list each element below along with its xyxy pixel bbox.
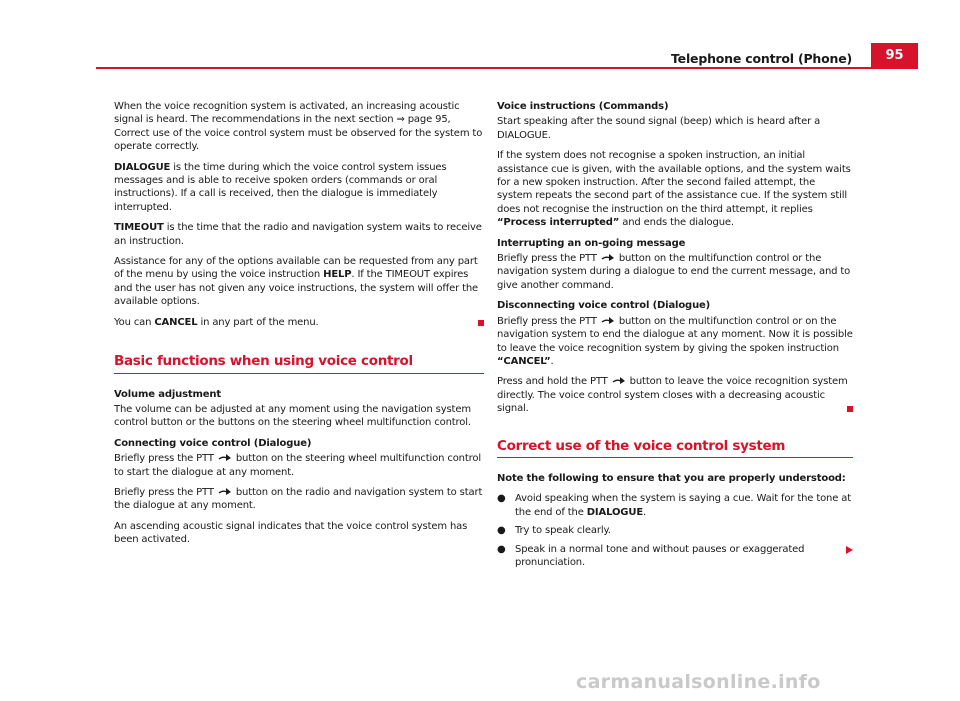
watermark: carmanualsonline.info [576,671,821,693]
term-process-interrupted: “Process interrupted” [497,217,620,229]
term-timeout: TIMEOUT [114,222,164,234]
bullet-icon: ● [497,525,506,537]
ascending-signal-paragraph: An ascending acoustic signal indicates that the voice control system has been activated. [114,520,468,546]
subheading-disconnecting: Disconnecting voice control (Dialogue) [497,300,711,312]
subheading-interrupting: Interrupting an on-going message [497,237,686,249]
connect-steering-paragraph: Briefly press the PTT button on the steering wheel multifunction control to start the dialogue at any moment. [114,453,481,478]
ptt-icon [612,376,626,385]
ptt-icon [218,487,232,496]
dialogue-paragraph: DIALOGUE is the time during which the voice control system issues messages and is able to receive spoken orders (commands or oral instructions). If a call is received, then the dialogue is immediately interrupted. [114,161,447,213]
page-number: 95 [871,43,918,68]
continue-arrow-icon [846,546,853,554]
subheading-connecting: Connecting voice control (Dialogue) [114,437,312,449]
ptt-icon [601,253,615,262]
ptt-icon [601,316,615,325]
term-help: HELP [323,269,352,281]
term-dialogue: DIALOGUE [114,161,171,173]
interrupting-paragraph: Briefly press the PTT button on the multifunction control or the navigation system during a dialogue to end the current message, and to give another command. [497,253,851,291]
volume-paragraph: The volume can be adjusted at any moment using the navigation system control button or the buttons on the steering wheel multifunction control. [114,403,471,429]
commands-paragraph: Start speaking after the sound signal (beep) which is heard after a DIALOGUE. [497,116,821,141]
list-item: ● Try to speak clearly. [497,525,611,537]
term-cancel-quoted: “CANCEL” [497,355,551,367]
help-paragraph: Assistance for any of the options available can be requested from any part of the menu by using the voice instruction HELP. If the TIMEOUT expires and the user has not given any voice instructions, the system will offer the available options. [114,256,479,308]
disconnect-paragraph: Briefly press the PTT button on the multifunction control or on the navigation system to end the dialogue at any moment. Now it is possible to leave the voice recognition system by giving the spoken instruction “CANCEL”. [497,315,853,367]
end-mark-icon [478,320,484,326]
bullet-icon: ● [497,493,506,505]
section-heading-correct-use: Correct use of the voice control system [497,440,853,458]
term-dialogue: DIALOGUE [586,506,644,518]
left-column [114,100,484,554]
timeout-paragraph: TIMEOUT is the time that the radio and navigation system waits to receive an instruction. [114,222,482,247]
cancel-paragraph: You can CANCEL in any part of the menu. [114,316,484,329]
press-hold-paragraph: Press and hold the PTT button to leave the voice recognition system directly. The voice control system closes with a decreasing acoustic signal. [497,375,853,415]
note-heading: Note the following to ensure that you are properly understood: [497,472,846,484]
section-heading-basic-functions: Basic functions when using voice control [114,355,484,373]
bullet-icon: ● [497,543,506,555]
end-mark-icon [847,406,853,412]
list-item: ● Speak in a normal tone and without pauses or exaggerated pronunciation. [497,543,853,570]
term-cancel: CANCEL [154,316,198,328]
header-rule [96,67,918,69]
right-column [497,100,853,574]
subheading-commands: Voice instructions (Commands) [497,101,669,112]
not-recognised-paragraph: If the system does not recognise a spoken instruction, an initial assistance cue is given, with the available options, and the system waits for a new spoken instruction. After the second failed attempt, the system repeats the second part of the assistance cue. If the system still does not recognise the instruction on the third attempt, it replies “Process interrupted” and ends the dialogue. [497,150,851,229]
connect-radio-paragraph: Briefly press the PTT button on the radio and navigation system to start the dialogue at any moment. [114,486,483,512]
intro-paragraph: When the voice recognition system is activated, an increasing acoustic signal is heard. The recommendations in the next section ⇒ page 95, Correct use of the voice control system must be observed for the system to operate correctly. [114,101,483,153]
list-item: ● Avoid speaking when the system is saying a cue. Wait for the tone at the end of the DIALOGUE. [497,493,852,518]
ptt-icon [218,453,232,462]
subheading-volume: Volume adjustment [114,388,222,400]
running-header: Telephone control (Phone) [671,51,852,66]
